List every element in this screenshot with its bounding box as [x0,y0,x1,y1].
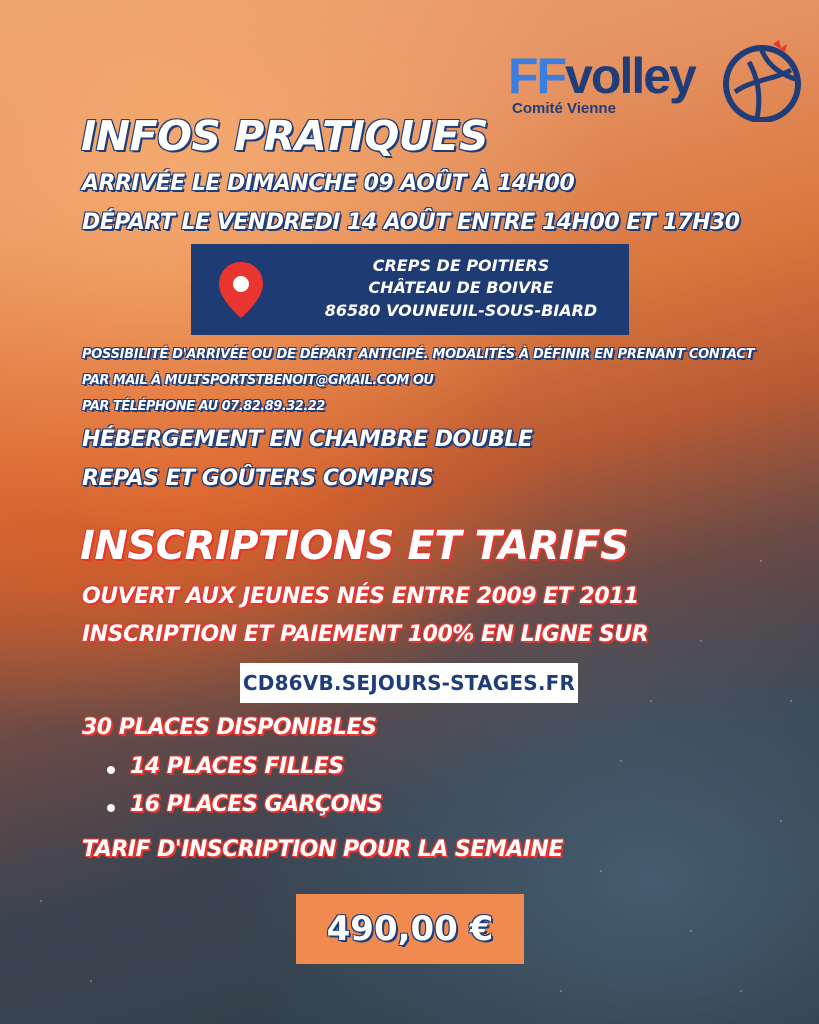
bullet-icon [107,766,115,774]
contact-note-line-1: POSSIBILITÉ D'ARRIVÉE OU DE DÉPART ANTICIPÉ. MODALITÉS À DÉFINIR EN PRENANT CONTACT [82,347,755,362]
price-box [296,894,524,964]
ffvolley-logo [508,40,808,130]
address-line-2: CHÂTEAU DE BOIVRE [368,278,554,297]
places-girls-text: 14 PLACES FILLES [130,754,344,779]
eligibility-text: OUVERT AUX JEUNES NÉS ENTRE 2009 ET 2011 [82,584,639,609]
places-boys-text: 16 PLACES GARÇONS [130,792,383,817]
volleyball-rooster-logo [721,40,803,122]
address-line-3: 86580 VOUNEUIL-SOUS-BIARD [324,301,598,320]
address-line-1: CREPS DE POITIERS [372,256,550,275]
places-total-text: 30 PLACES DISPONIBLES [82,715,377,740]
meals-text: REPAS ET GOÛTERS COMPRIS [82,466,434,491]
map-pin-icon [217,260,265,320]
address-box [191,244,629,335]
infos-title: INFOS PRATIQUES [81,112,489,160]
lodging-text: HÉBERGEMENT EN CHAMBRE DOUBLE [82,427,533,452]
contact-note-line-3: PAR TÉLÉPHONE AU 07.82.89.32.22 [82,399,325,414]
inscriptions-title: INSCRIPTIONS ET TARIFS [80,523,629,569]
registration-url-link[interactable]: CD86VB.SEJOURS-STAGES.FR [242,671,576,695]
online-registration-text: INSCRIPTION ET PAIEMENT 100% EN LIGNE SUR [82,622,649,647]
logo-wordmark: FFvolley [508,48,695,104]
registration-url-box[interactable] [240,663,578,703]
departure-text: DÉPART LE VENDREDI 14 AOÛT ENTRE 14H00 ET 17H30 [82,210,740,235]
bullet-icon [107,804,115,812]
price-value: 490,00 € [326,909,494,949]
contact-note-line-2: PAR MAIL À MULTSPORTSTBENOIT@GMAIL.COM OU [82,373,434,388]
arrival-text: ARRIVÉE LE DIMANCHE 09 AOÛT À 14H00 [82,171,575,196]
logo-subtitle: Comité Vienne [512,100,616,117]
price-label: TARIF D'INSCRIPTION POUR LA SEMAINE [82,837,563,862]
